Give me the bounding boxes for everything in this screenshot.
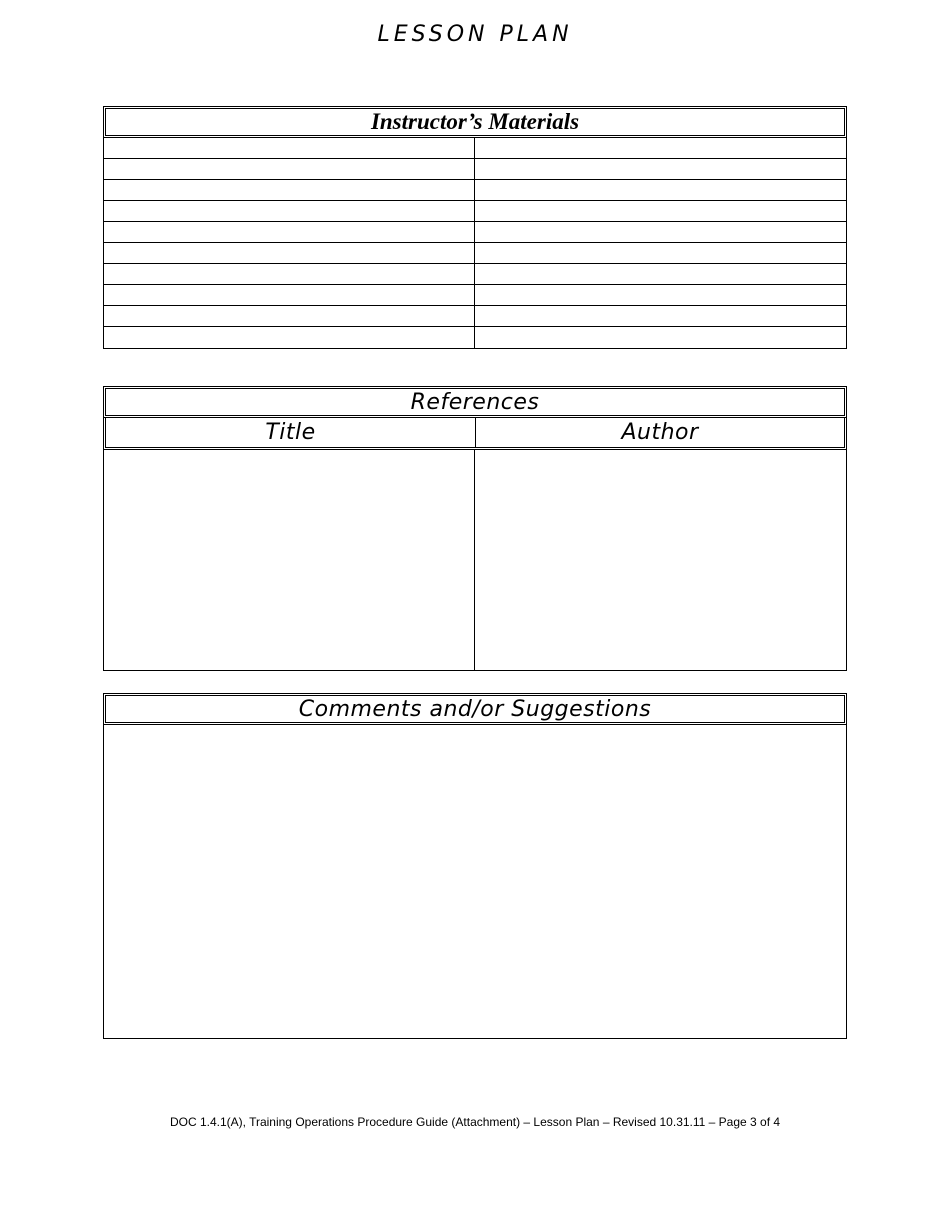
references-heading: References — [105, 388, 845, 416]
comments-body[interactable] — [103, 725, 847, 1039]
materials-cell[interactable] — [104, 222, 475, 243]
references-column-headers — [103, 418, 847, 450]
materials-cell[interactable] — [104, 180, 475, 201]
materials-cell[interactable] — [104, 327, 475, 348]
materials-cell[interactable] — [475, 243, 846, 264]
comments-heading: Comments and/or Suggestions — [105, 695, 845, 723]
materials-cell[interactable] — [104, 138, 475, 159]
comments-header — [103, 693, 847, 725]
materials-cell[interactable] — [104, 264, 475, 285]
materials-cell[interactable] — [104, 243, 475, 264]
materials-cell[interactable] — [475, 222, 846, 243]
references-table — [103, 386, 847, 671]
materials-cell[interactable] — [104, 306, 475, 327]
materials-cell[interactable] — [475, 180, 846, 201]
references-body — [103, 450, 847, 671]
materials-cell[interactable] — [475, 327, 846, 348]
comments-section — [103, 693, 847, 1039]
instructors-materials-table — [103, 106, 847, 349]
references-title-column-header: Title — [105, 418, 475, 448]
references-author-cell[interactable] — [475, 450, 846, 670]
page-footer: DOC 1.4.1(A), Training Operations Procedure Guide (Attachment) – Lesson Plan – Revised 10.31.11 – Page 3 of 4 — [169, 1115, 781, 1129]
materials-cell[interactable] — [475, 138, 846, 159]
materials-cell[interactable] — [475, 159, 846, 180]
materials-cell[interactable] — [104, 201, 475, 222]
materials-cell[interactable] — [104, 285, 475, 306]
instructors-materials-grid — [103, 138, 847, 349]
materials-cell[interactable] — [475, 201, 846, 222]
materials-cell[interactable] — [475, 306, 846, 327]
instructors-materials-header — [103, 106, 847, 138]
references-author-column-header: Author — [475, 418, 845, 448]
materials-cell[interactable] — [475, 264, 846, 285]
instructors-materials-heading: Instructor’s Materials — [105, 108, 845, 136]
references-title-cell[interactable] — [104, 450, 475, 670]
materials-cell[interactable] — [104, 159, 475, 180]
page-title: LESSON PLAN — [377, 22, 573, 47]
materials-cell[interactable] — [475, 285, 846, 306]
references-header — [103, 386, 847, 418]
